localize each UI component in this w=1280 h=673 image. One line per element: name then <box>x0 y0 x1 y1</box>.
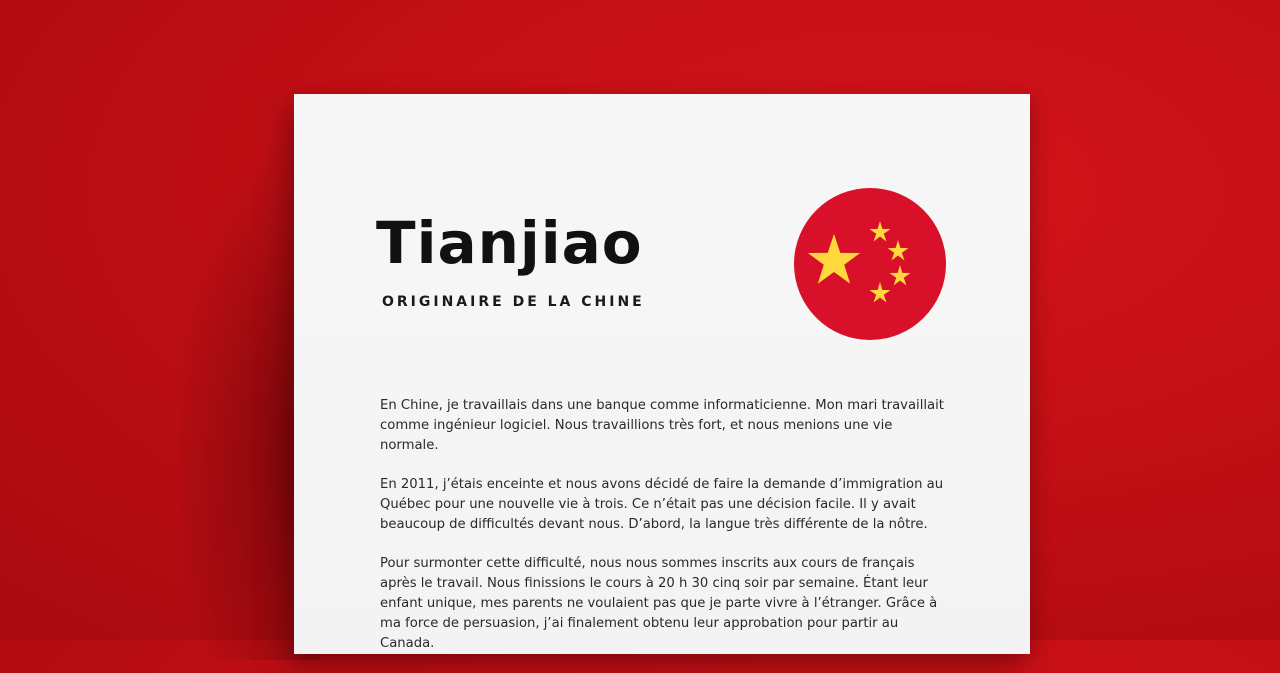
origin-subtitle: ORIGINAIRE DE LA CHINE <box>382 294 645 310</box>
body-text <box>380 396 950 673</box>
document-page <box>294 94 1030 654</box>
china-flag-icon <box>794 188 946 340</box>
flag-circle <box>794 188 946 340</box>
paragraph-2: En 2011, j’étais enceinte et nous avons décidé de faire la demande d’immigration au Québec pour une nouvelle vie à trois. Ce n’était pas une décision facile. Il y avait beaucoup de difficultés devant nous. D’abord, la langue très différente de la nôtre. <box>380 477 944 532</box>
paragraph-1: En Chine, je travaillais dans une banque comme informaticienne. Mon mari travaillait comme ingénieur logiciel. Nous travaillions très fort, et nous menions une vie normale. <box>380 398 944 453</box>
paragraph-3: Pour surmonter cette difficulté, nous nous sommes inscrits aux cours de français après le travail. Nous finissions le cours à 20 h 30 cinq soir par semaine. Étant leur enfant unique, mes parents ne voulaient pas que je parte vivre à l’étranger. Grâce à ma force de persuasion, j’ai finalement obtenu leur approbation pour partir au Canada. <box>380 556 938 651</box>
page-title: Tianjiao <box>376 209 643 277</box>
